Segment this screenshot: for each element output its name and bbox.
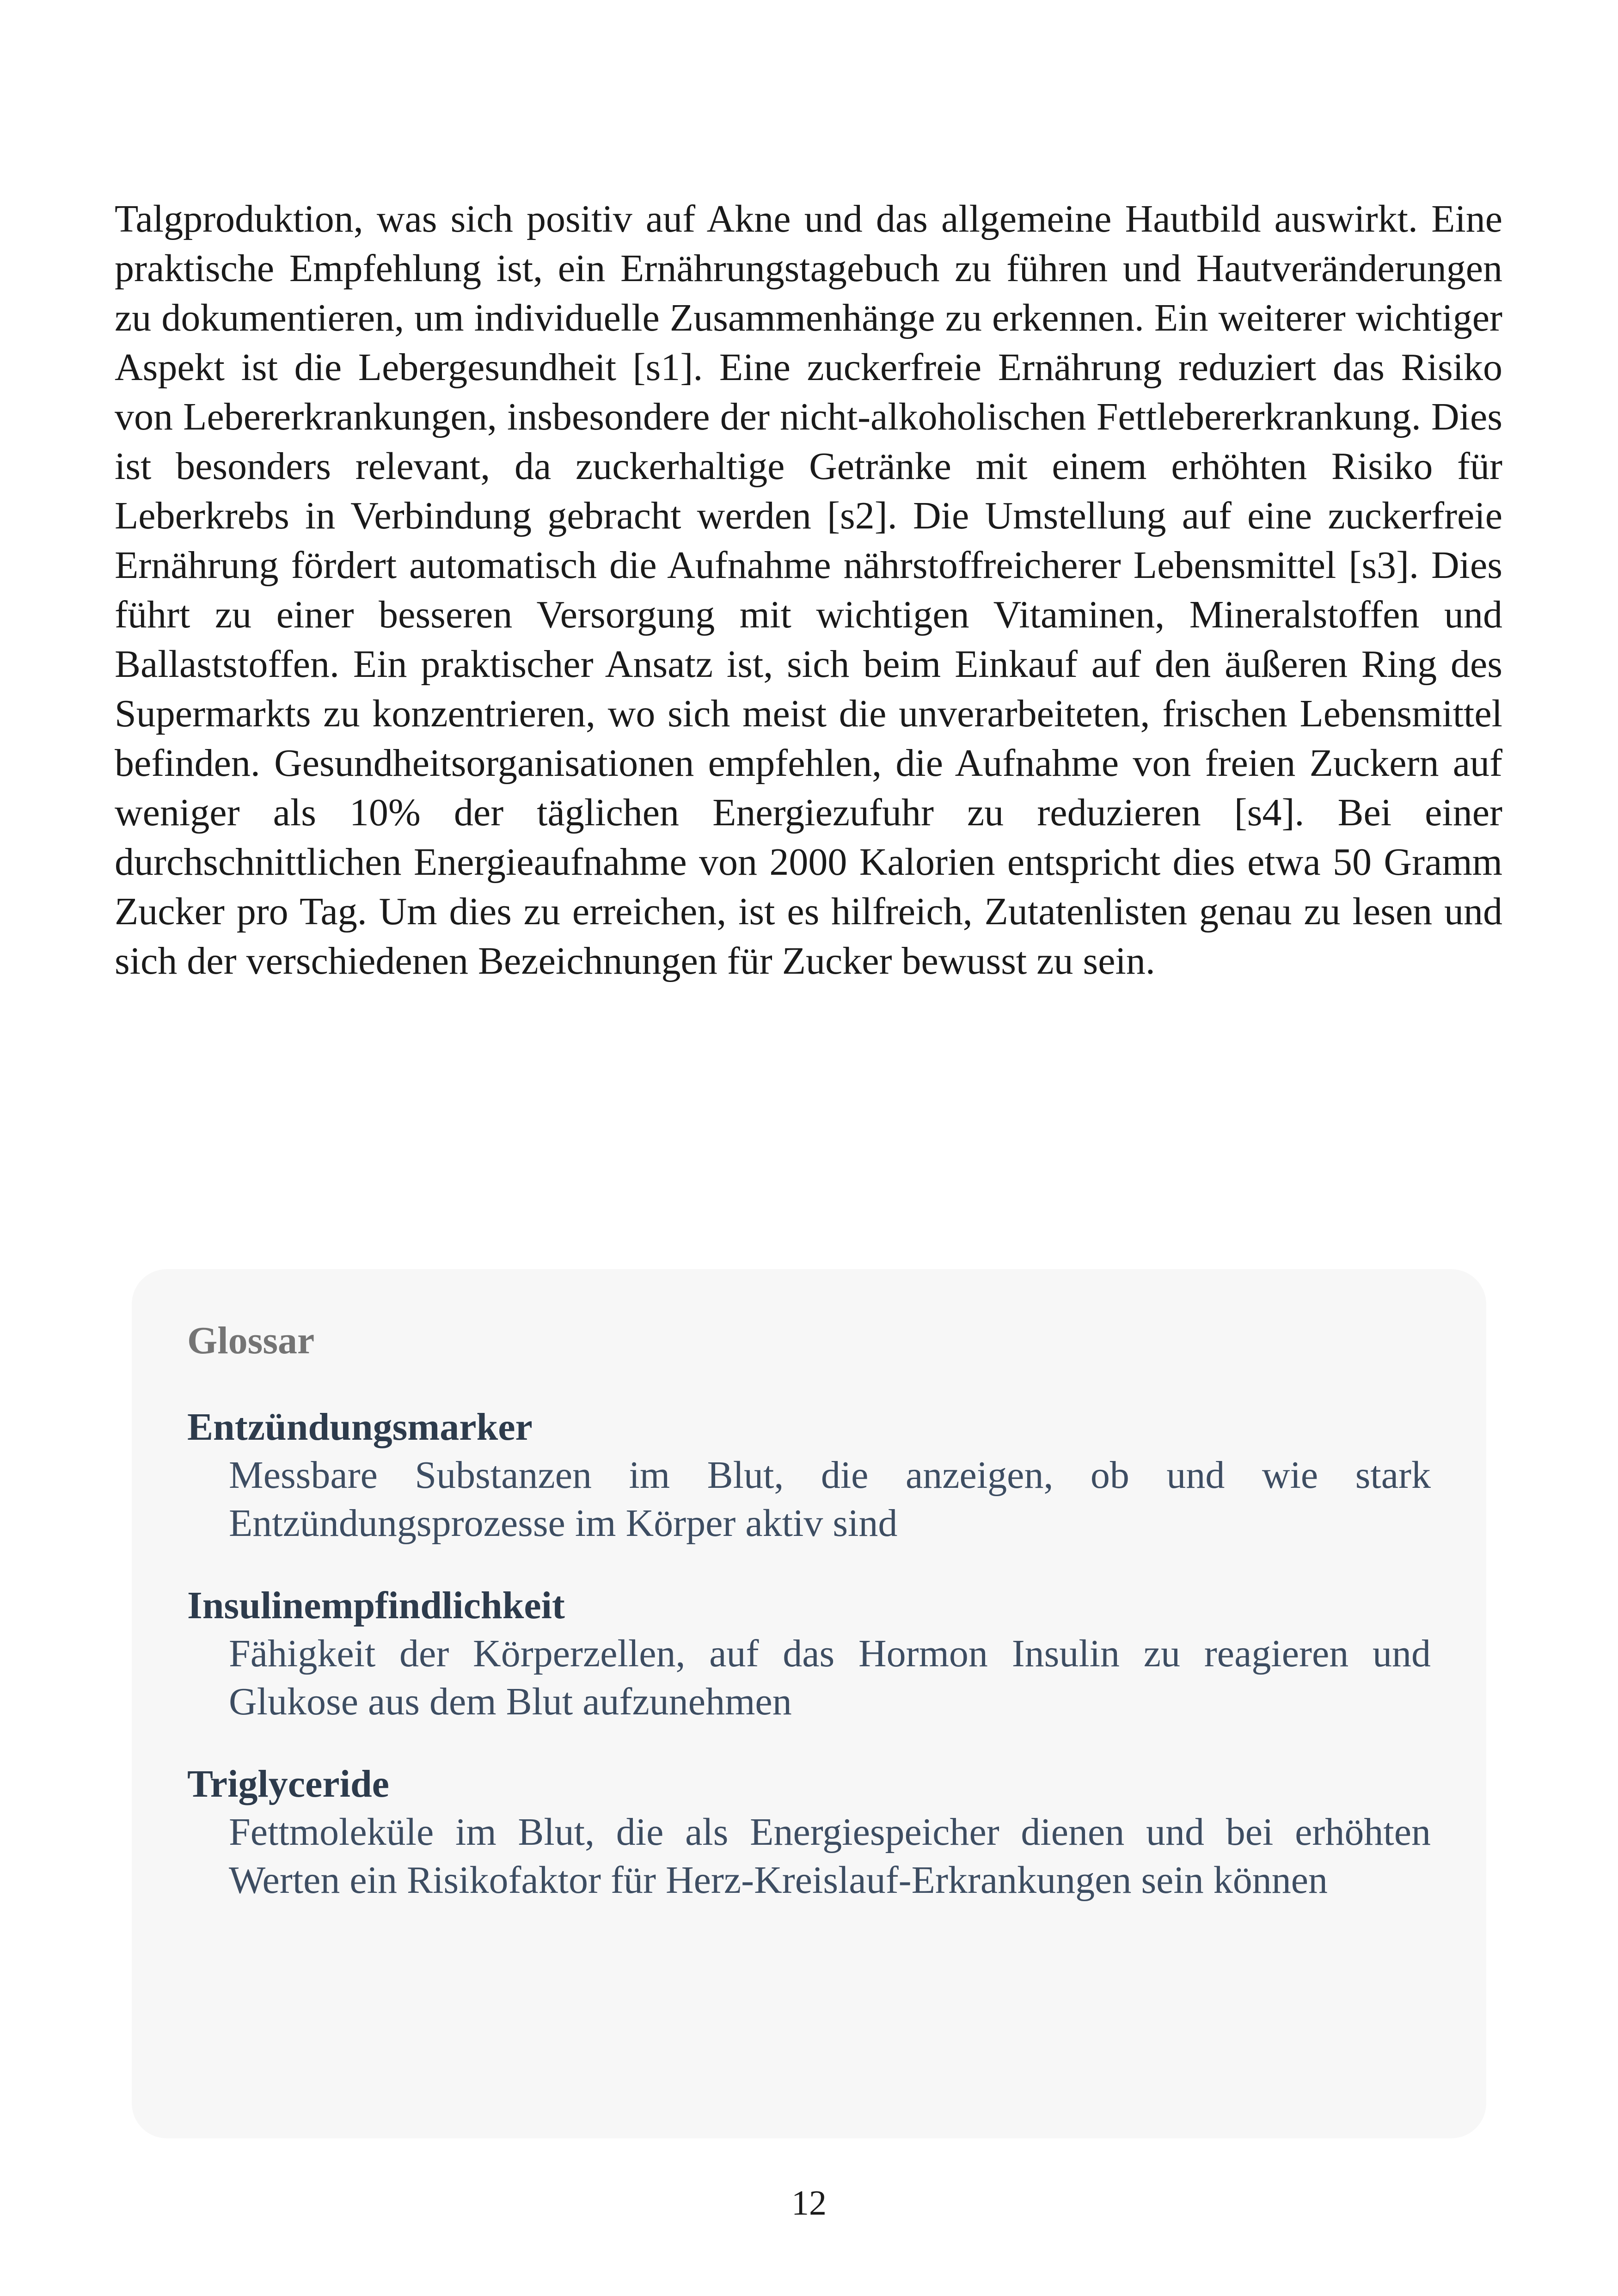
glossary-entry-triglyceride — [187, 1760, 1431, 1904]
glossary-box — [132, 1269, 1486, 2138]
glossary-entry-insulinempfindlichkeit — [187, 1582, 1431, 1726]
glossary-term: Triglyceride — [187, 1762, 389, 1805]
glossary-definition: Fettmoleküle im Blut, die als Energiespeicher dienen und bei erhöhten Werten ein Risikofaktor für Herz-Kreislauf-Erkrankungen sein können — [229, 1811, 1431, 1902]
glossary-definition: Messbare Substanzen im Blut, die anzeigen, ob und wie stark Entzündungsprozesse im Körper aktiv sind — [229, 1454, 1431, 1545]
glossary-entry-entzuendungsmarker — [187, 1403, 1431, 1547]
glossary-list — [187, 1403, 1431, 1904]
body-paragraph: Talgproduktion, was sich positiv auf Akne und das allgemeine Hautbild auswirkt. Eine praktische Empfehlung ist, ein Ernährungstagebuch zu führen und Hautveränderungen zu dokumentieren, um individuelle Zusammenhänge zu erkennen. Ein weiterer wichtiger Aspekt ist die Lebergesundheit [s1]. Eine zuckerfreie Ernährung reduziert das Risiko von Lebererkrankungen, insbesondere der nicht-alkoholischen Fettlebererkrankung. Dies ist besonders relevant, da zuckerhaltige Getränke mit einem erhöhten Risiko für Leberkrebs in Verbindung gebracht werden [s2]. Die Umstellung auf eine zuckerfreie Ernährung fördert automatisch die Aufnahme nährstoffreicherer Lebensmittel [s3]. Dies führt zu einer besseren Versorgung mit wichtigen Vitaminen, Mineralstoffen und Ballaststoffen. Ein praktischer Ansatz ist, sich beim Einkauf auf den äußeren Ring des Supermarkts zu konzentrieren, wo sich meist die unverarbeiteten, frischen Lebensmittel befinden. Gesundheitsorganisationen empfehlen, die Aufnahme von freien Zuckern auf weniger als 10% der täglichen Energiezufuhr zu reduzieren [s4]. Bei einer durchschnittlichen Energieaufnahme von 2000 Kalorien entspricht dies etwa 50 Gramm Zucker pro Tag. Um dies zu erreichen, ist es hilfreich, Zutatenlisten genau zu lesen und sich der verschiedenen Bezeichnungen für Zucker bewusst zu sein. — [115, 197, 1502, 982]
glossary-term: Insulinempfindlichkeit — [187, 1584, 565, 1627]
glossary-definition: Fähigkeit der Körperzellen, auf das Hormon Insulin zu reagieren und Glukose aus dem Blut aufzunehmen — [229, 1632, 1431, 1723]
page-number: 12 — [791, 2184, 827, 2222]
glossary-title: Glossar — [187, 1319, 315, 1362]
glossary-term: Entzündungsmarker — [187, 1406, 533, 1449]
